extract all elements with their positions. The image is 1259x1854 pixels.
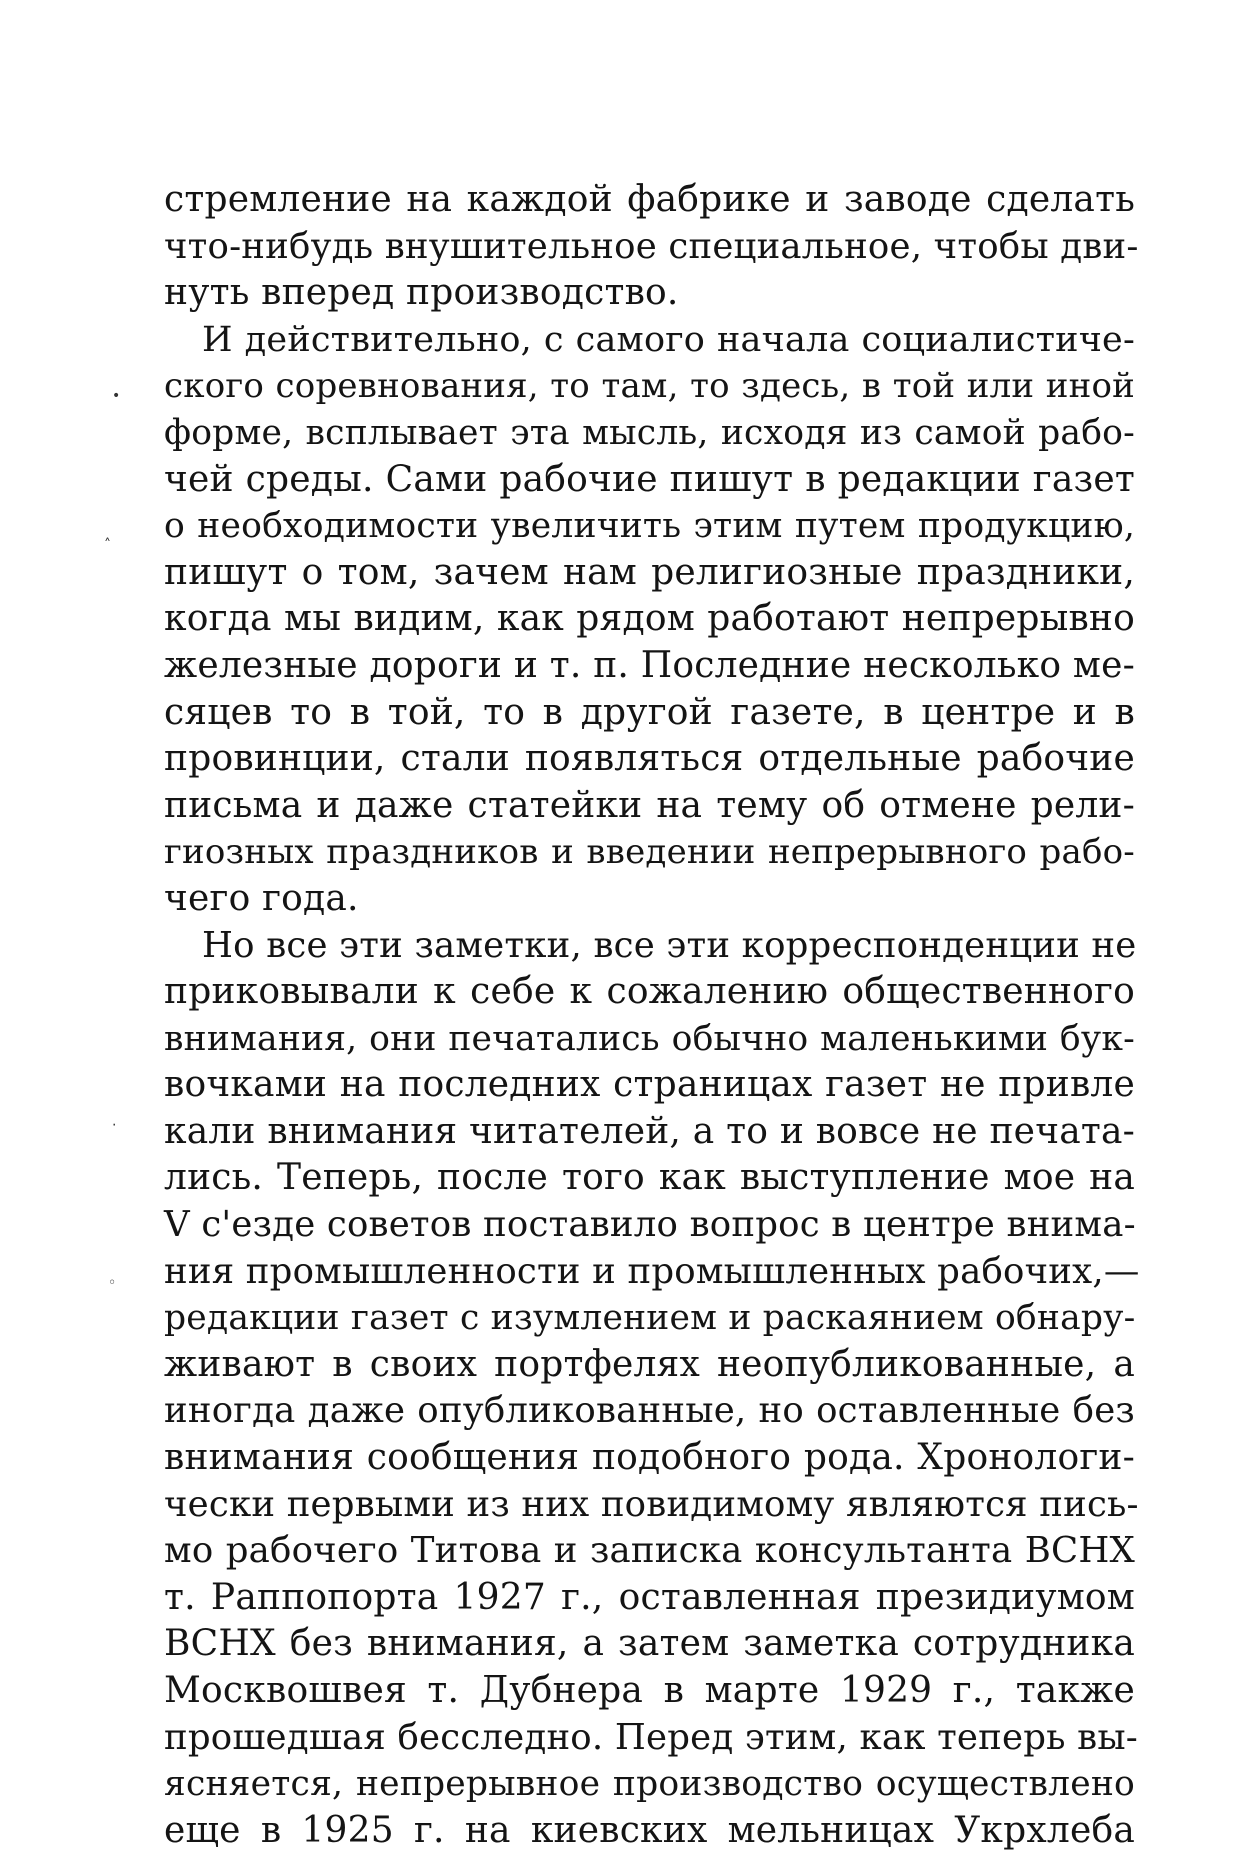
text-line: гиозных праздников и введении непрерывного рабо-	[164, 832, 1135, 873]
text-line: когда мы видим, как рядом работают непрерывно	[164, 598, 1135, 640]
margin-speck-4: ◦	[108, 1275, 117, 1291]
text-line: приковывали к себе к сожалению общественного	[164, 971, 1135, 1013]
text-line: ВСНХ без внимания, а затем заметка сотрудника	[164, 1623, 1135, 1665]
text-line: т. Раппопорта 1927 г., оставленная президиумом	[164, 1576, 1135, 1618]
text-line: стремление на каждой фабрике и заводе сделать	[164, 179, 1135, 220]
text-line: прошедшая бесследно. Перед этим, как теперь вы-	[164, 1716, 1138, 1758]
text-line: лись. Теперь, после того как выступление мое на	[164, 1157, 1135, 1199]
text-line: чески первыми из них повидимому являются пись-	[164, 1483, 1139, 1525]
text-line: вочками на последних страницах газет не привле	[164, 1064, 1135, 1106]
text-line: ского соревнования, то там, то здесь, в той или иной	[164, 366, 1135, 407]
text-line: Москвошвея т. Дубнера в марте 1929 г., также	[164, 1670, 1135, 1711]
text-line: что-нибудь внушительное специальное, чтобы дви-	[164, 225, 1139, 267]
text-line: чей среды. Сами рабочие пишут в редакции газет	[164, 458, 1135, 500]
text-line: внимания, они печатались обычно маленькими бук-	[164, 1018, 1135, 1059]
text-line: нуть вперед производство.	[164, 272, 679, 314]
text-line: письма и даже статейки на тему об отмене рели-	[164, 784, 1135, 826]
text-line: живают в своих портфелях неопубликованные, а	[164, 1343, 1135, 1385]
body-text	[164, 177, 1140, 1854]
text-line: ния промышленности и промышленных рабочих,—	[164, 1250, 1140, 1292]
text-line: провинции, стали появляться отдельные рабочие	[164, 738, 1135, 780]
text-line: V с'езде советов поставило вопрос в центре внима-	[164, 1204, 1136, 1246]
text-line: железные дороги и т. п. Последние несколько ме-	[164, 644, 1135, 686]
text-line: форме, всплывает эта мысль, исходя из самой рабо-	[164, 412, 1135, 453]
text-line: мо рабочего Титова и записка консультанта ВСНХ	[164, 1530, 1135, 1572]
text-line: о необходимости увеличить этим путем продукцию,	[164, 506, 1135, 547]
margin-speck-1: •	[112, 388, 121, 404]
text-line: кали внимания читателей, а то и вовсе не печата-	[164, 1110, 1135, 1152]
text-line: И действительно, с самого начала социалистиче-	[202, 319, 1135, 360]
margin-speck-2: ˄	[104, 537, 111, 553]
text-line: иногда даже опубликованные, но оставленные без	[164, 1390, 1135, 1432]
text-line: Но все эти заметки, все эти корреспонденции не	[202, 924, 1137, 966]
text-line: чего года.	[164, 877, 359, 919]
margin-speck-3: ‧	[112, 1118, 117, 1134]
text-line: редакции газет с изумлением и раскаянием обнару-	[164, 1298, 1136, 1339]
text-line: еще в 1925 г. на киевских мельницах Укрхлеба	[164, 1809, 1135, 1851]
text-line: пишут о том, зачем нам религиозные праздники,	[164, 551, 1135, 593]
text-line: сяцев то в той, то в другой газете, в центре и в	[164, 691, 1135, 733]
text-line: внимания сообщения подобного рода. Хронологи-	[164, 1437, 1135, 1479]
text-line: ясняется, непрерывное производство осуществлено	[164, 1764, 1135, 1805]
